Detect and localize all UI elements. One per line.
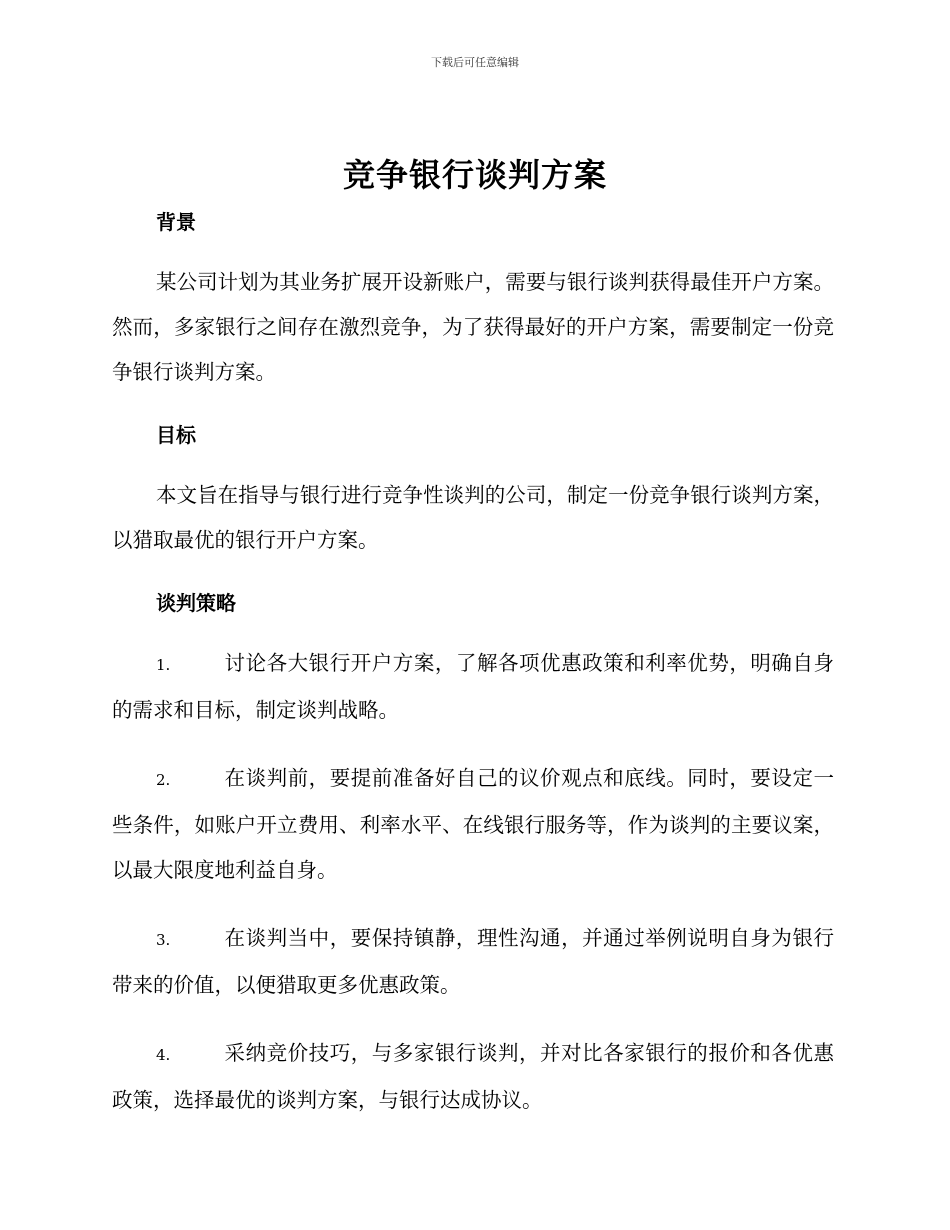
list-item-text: 在谈判当中，要保持镇静，理性沟通，并通过举例说明自身为银行带来的价值，以便猎取更多优惠政策。 [112,926,834,997]
strategy-list-item [112,1031,834,1123]
list-item-text: 讨论各大银行开户方案，了解各项优惠政策和利率优势，明确自身的需求和目标，制定谈判战略。 [112,651,834,722]
document-body [112,205,834,1123]
list-number: 3. [156,931,171,949]
paragraph-goal: 本文旨在指导与银行进行竞争性谈判的公司，制定一份竞争银行谈判方案，以猎取最优的银行开户方案。 [112,483,834,552]
section-heading-strategy: 谈判策略 [156,591,236,615]
section-heading-background: 背景 [156,210,196,234]
section-heading-goal: 目标 [156,423,196,447]
strategy-list-item [112,916,834,1008]
list-number: 2. [156,771,171,789]
document-title: 竞争银行谈判方案 [342,156,607,194]
list-item-text: 在谈判前，要提前准备好自己的议价观点和底线。同时，要设定一些条件，如账户开立费用、利率水平、在线银行服务等，作为谈判的主要议案，以最大限度地利益自身。 [112,766,834,882]
header-note: 下载后可任意编辑 [431,56,519,69]
paragraph-background: 某公司计划为其业务扩展开设新账户，需要与银行谈判获得最佳开户方案。然而，多家银行之间存在激烈竞争，为了获得最好的开户方案，需要制定一份竞争银行谈判方案。 [112,270,834,384]
list-number: 4. [156,1046,171,1064]
list-number: 1. [156,656,171,674]
strategy-list-item [112,641,834,733]
list-item-text: 采纳竞价技巧，与多家银行谈判，并对比各家银行的报价和各优惠政策，选择最优的谈判方案，与银行达成协议。 [112,1041,834,1112]
strategy-list-item [112,756,834,893]
